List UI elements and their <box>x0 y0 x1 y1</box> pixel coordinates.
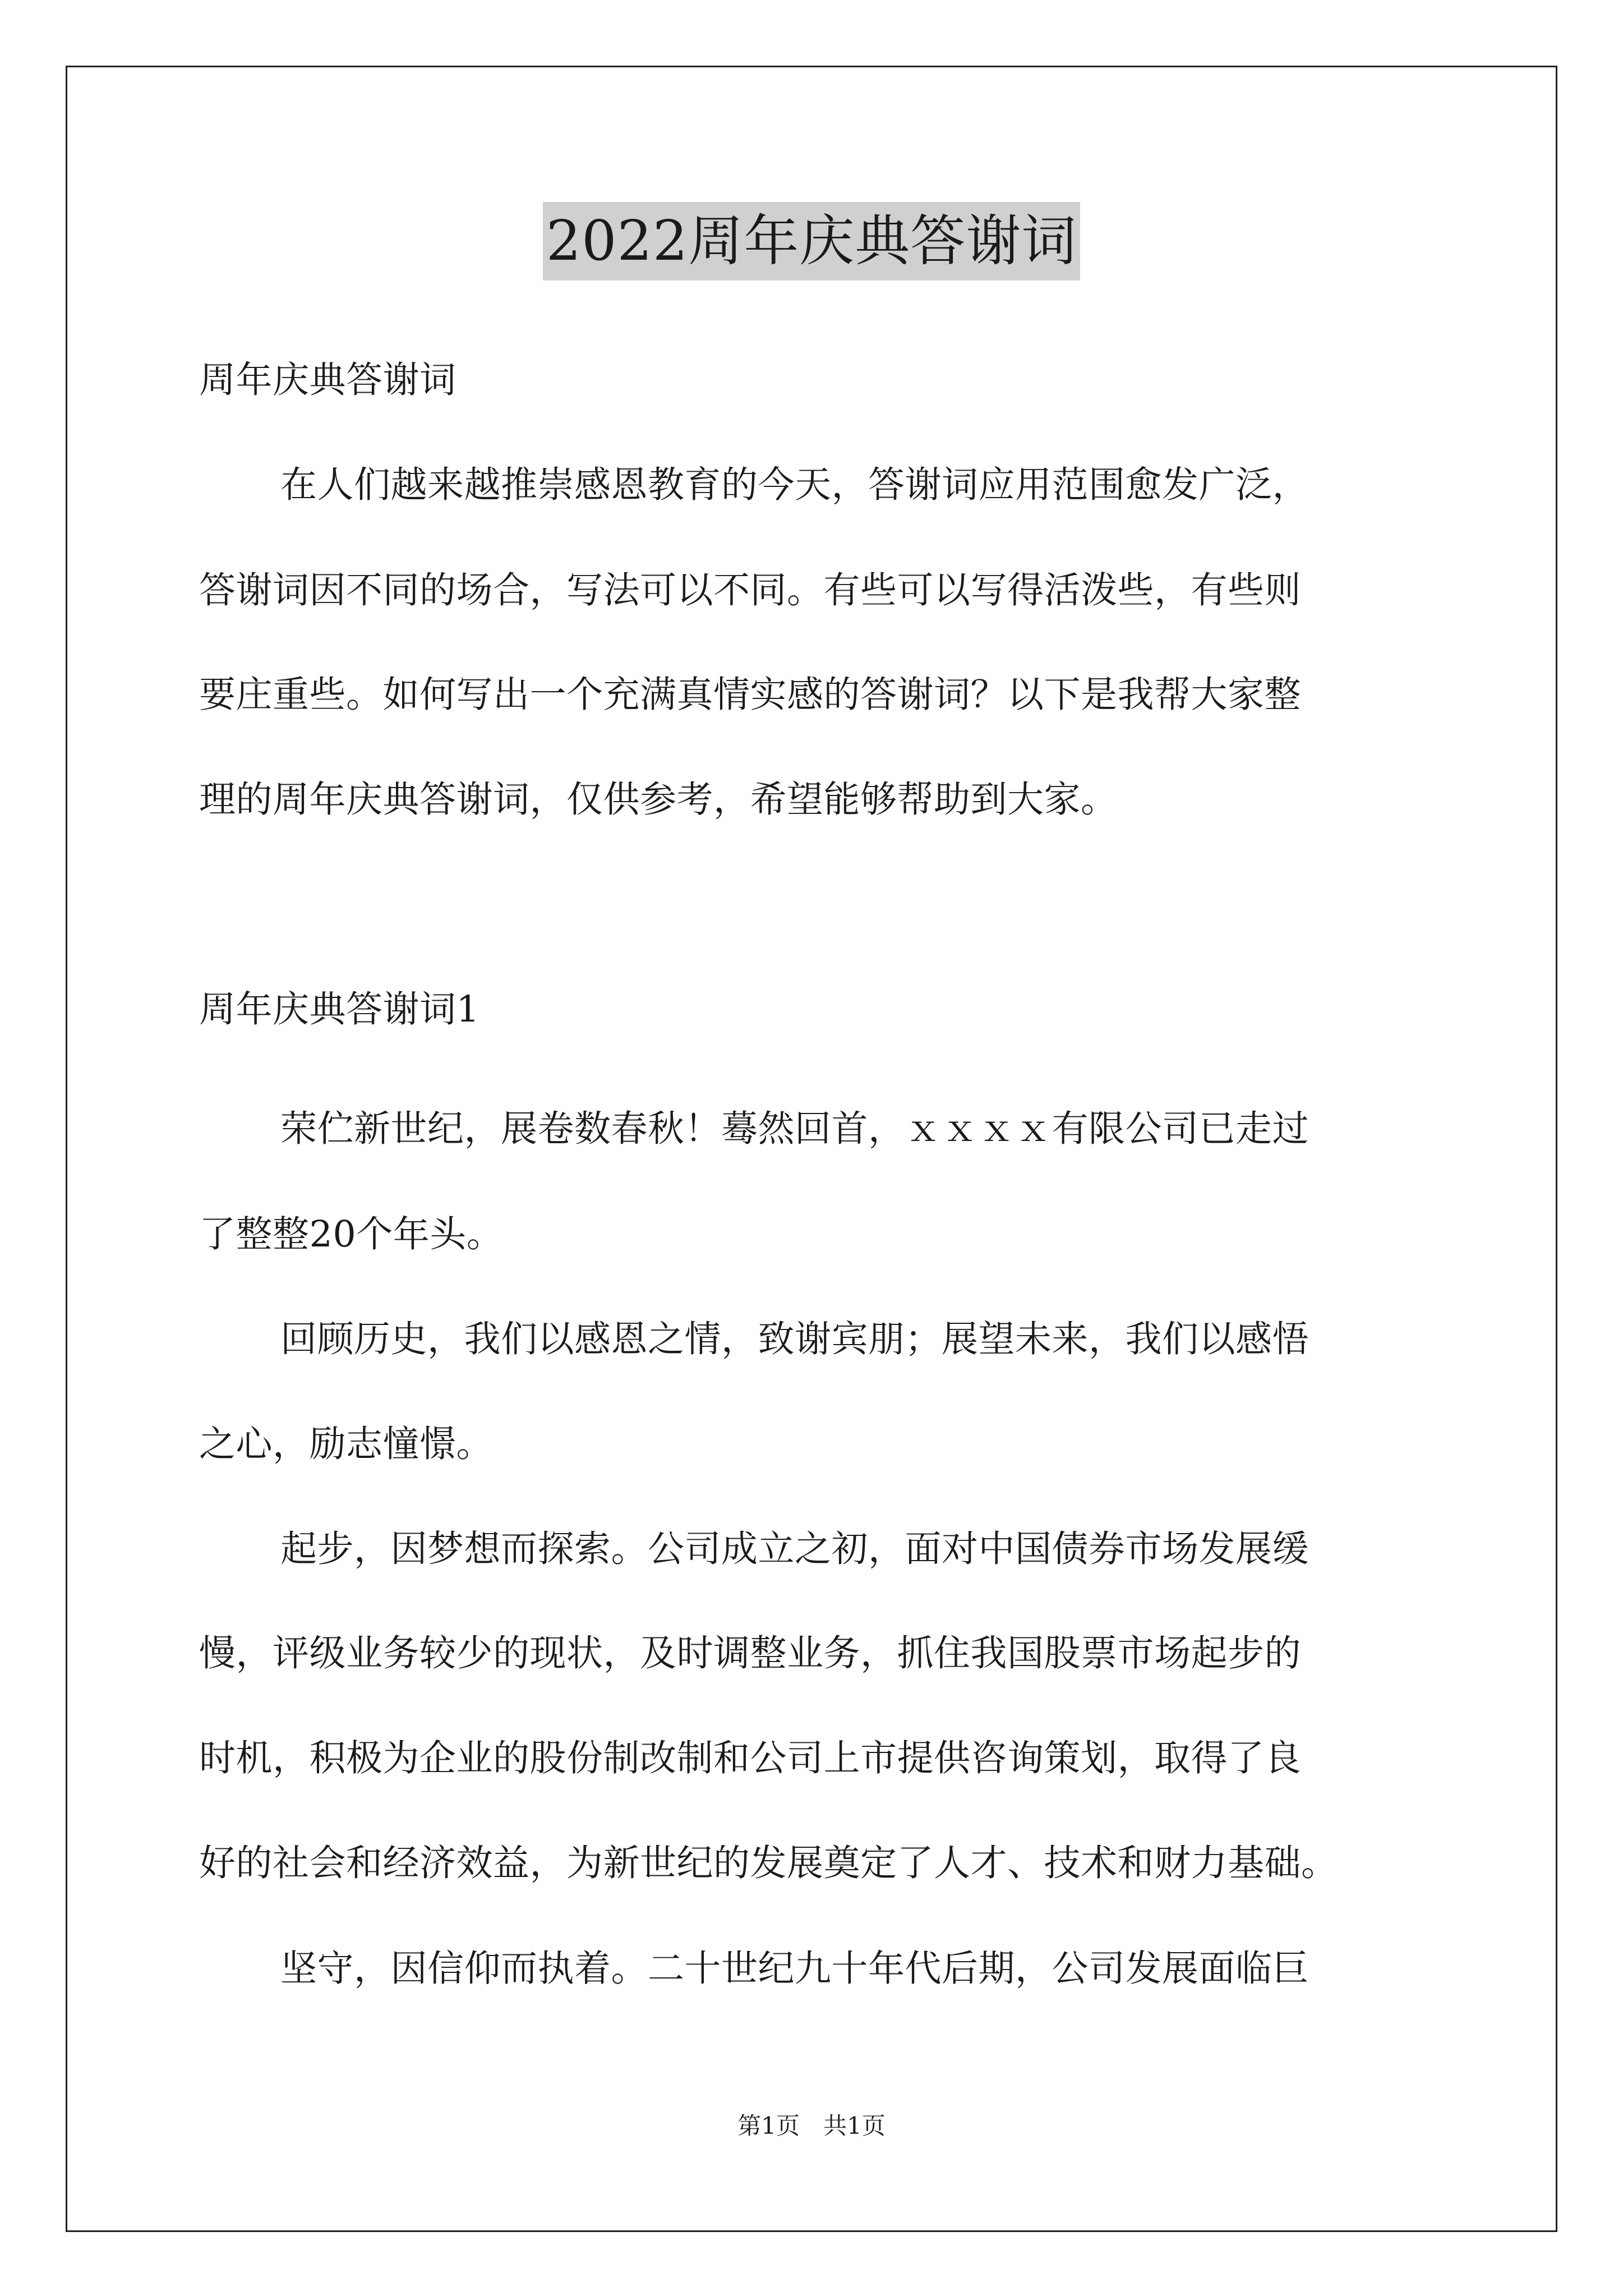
paragraph-line: 答谢词因不同的场合，写法可以不同。有些可以写得活泼些，有些则 <box>199 569 1302 611</box>
paragraph-line: 在人们越来越推崇感恩教育的今天，答谢词应用范围愈发广泛， <box>280 464 1310 506</box>
paragraph-line: 之心，励志憧憬。 <box>199 1423 494 1465</box>
section-heading: 周年庆典答谢词 <box>199 359 457 401</box>
page-number-footer: 第1页 共1页 <box>737 2112 886 2139</box>
document-title: 2022周年庆典答谢词 <box>543 202 1080 280</box>
title-container <box>0 202 1623 280</box>
paragraph-line: 好的社会和经济效益，为新世纪的发展奠定了人才、技术和财力基础。 <box>199 1842 1338 1884</box>
paragraph-line: 时机，积极为企业的股份制改制和公司上市提供咨询策划，取得了良 <box>199 1737 1302 1779</box>
section-heading: 周年庆典答谢词1 <box>199 988 480 1030</box>
paragraph-line: 回顾历史，我们以感恩之情，致谢宾朋；展望未来，我们以感悟 <box>280 1318 1310 1360</box>
paragraph-line: 慢，评级业务较少的现状，及时调整业务，抓住我国股票市场起步的 <box>199 1632 1302 1674</box>
paragraph-line: 起步，因梦想而探索。公司成立之初，面对中国债券市场发展缓 <box>280 1528 1310 1570</box>
paragraph-line: 理的周年庆典答谢词，仅供参考，希望能够帮助到大家。 <box>199 779 1118 821</box>
paragraph-line: 要庄重些。如何写出一个充满真情实感的答谢词？以下是我帮大家整 <box>199 674 1302 716</box>
paragraph-line: 荣伫新世纪，展卷数春秋！蓦然回首，ｘｘｘｘ有限公司已走过 <box>280 1108 1310 1150</box>
paragraph-line: 坚守，因信仰而执着。二十世纪九十年代后期，公司发展面临巨 <box>280 1948 1310 1990</box>
paragraph-line: 了整整20个年头。 <box>199 1213 504 1255</box>
